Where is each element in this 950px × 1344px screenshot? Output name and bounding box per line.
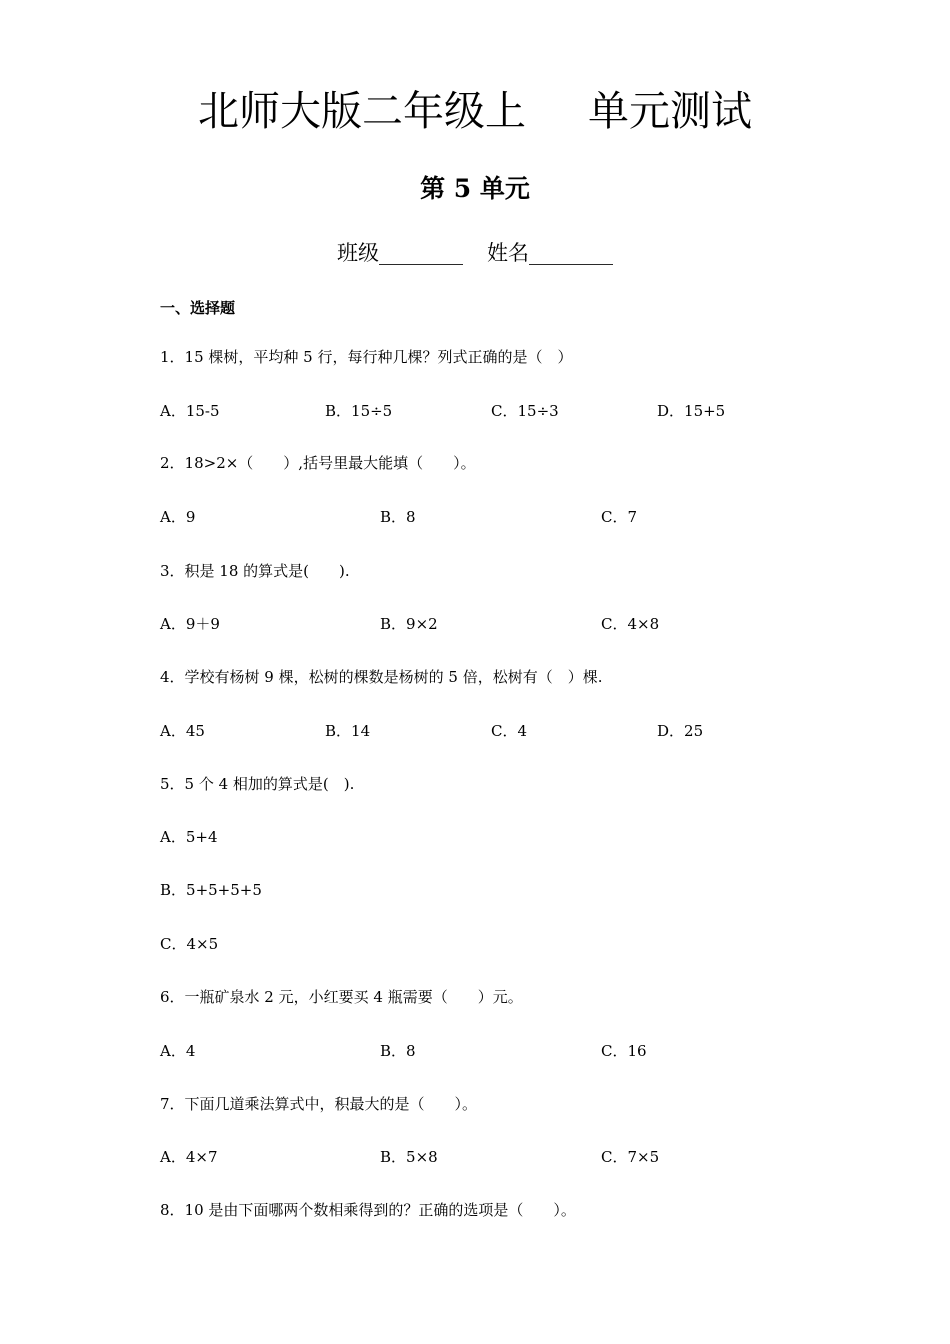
q5-option-c: C．4×5 — [160, 935, 219, 953]
class-field: 班级________ — [337, 241, 463, 265]
q2-option-a: A．9 — [160, 508, 196, 526]
q5-option-a: A．5+4 — [160, 828, 218, 846]
question-5: 5．5 个 4 相加的算式是( ). — [160, 775, 355, 793]
q2-option-c: C．7 — [601, 508, 638, 526]
q4-option-b: B．14 — [325, 722, 371, 740]
q3-option-b: B．9×2 — [380, 615, 438, 633]
question-8: 8．10 是由下面哪两个数相乘得到的？正确的选项是（ ）。 — [160, 1201, 576, 1219]
q5-option-b: B．5+5+5+5 — [160, 881, 262, 899]
q1-option-b: B．15÷5 — [325, 402, 393, 420]
q4-option-a: A．45 — [160, 722, 205, 740]
question-7: 7．下面几道乘法算式中，积最大的是（ ）。 — [160, 1095, 478, 1113]
q1-option-d: D．15+5 — [657, 402, 726, 420]
question-4: 4．学校有杨树 9 棵，松树的棵数是杨树的 5 倍，松树有（ ）棵. — [160, 668, 603, 686]
section-heading: 一、选择题 — [160, 299, 236, 317]
page-title — [0, 86, 950, 136]
q2-option-b: B．8 — [380, 508, 416, 526]
title-part1: 北师大版二年级上 — [198, 87, 526, 135]
question-1: 1．15 棵树，平均种 5 行，每行种几棵？列式正确的是（ ） — [160, 348, 573, 366]
q1-option-c: C．15÷3 — [491, 402, 559, 420]
q7-option-c: C．7×5 — [601, 1148, 660, 1166]
q6-option-b: B．8 — [380, 1042, 416, 1060]
q7-option-a: A．4×7 — [160, 1148, 218, 1166]
q4-option-c: C．4 — [491, 722, 528, 740]
question-2: 2．18>2×（ ）,括号里最大能填（ ）。 — [160, 454, 476, 472]
question-3: 3．积是 18 的算式是( ). — [160, 562, 350, 580]
name-field: 姓名________ — [487, 241, 613, 265]
q7-option-b: B．5×8 — [380, 1148, 438, 1166]
unit-subtitle: 第 5 单元 — [420, 174, 530, 203]
q3-option-c: C．4×8 — [601, 615, 660, 633]
q4-option-d: D．25 — [657, 722, 704, 740]
q6-option-a: A．4 — [160, 1042, 196, 1060]
q6-option-c: C．16 — [601, 1042, 647, 1060]
q1-option-a: A．15-5 — [160, 402, 220, 420]
title-part2: 单元测试 — [588, 87, 752, 135]
q3-option-a: A．9＋9 — [160, 615, 220, 633]
question-6: 6．一瓶矿泉水 2 元，小红要买 4 瓶需要（ ）元。 — [160, 988, 523, 1006]
student-info-line — [0, 238, 950, 268]
